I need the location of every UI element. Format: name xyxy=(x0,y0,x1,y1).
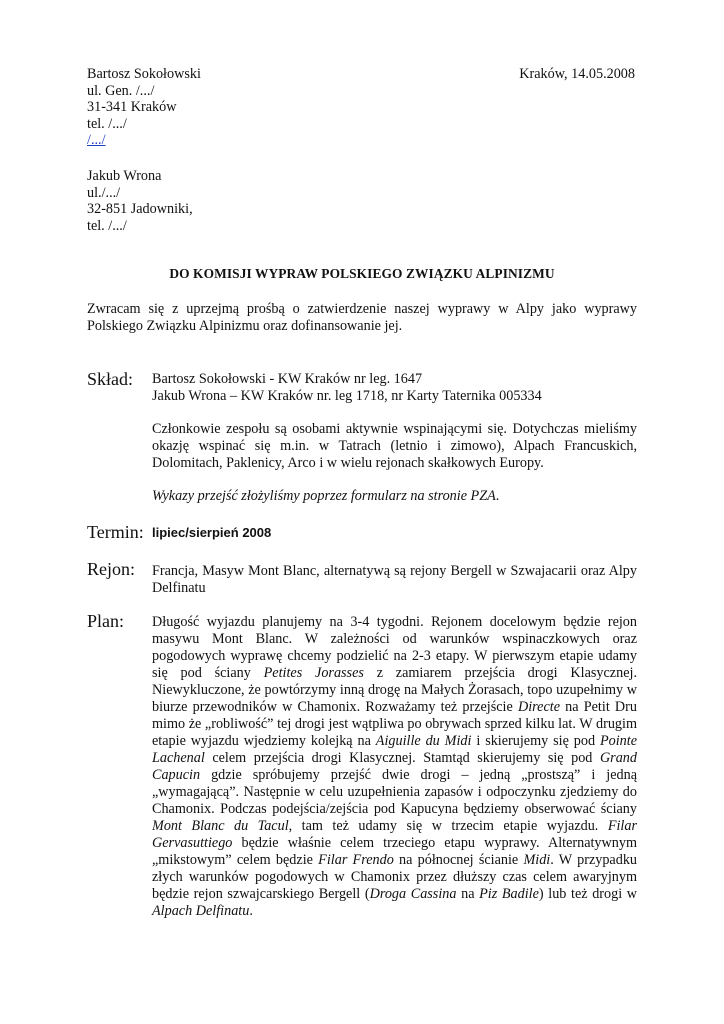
termin-label-text: Termin xyxy=(87,522,139,542)
plan-route-directe: Directe xyxy=(517,699,560,715)
plan-place-alpach-delfinatu: Alpach Delfinatu xyxy=(152,903,250,919)
sender-name: Bartosz Sokołowski xyxy=(87,66,201,82)
plan-text-12: ) lub też drogi w xyxy=(538,886,638,902)
plan-label-text: Plan xyxy=(87,611,120,631)
plan-text-8: będzie właśnie celem trzeciego etapu wyprawy. Alternatywnym „mikstowym” celem będzie xyxy=(152,835,637,868)
sklad-experience: Członkowie zespołu są osobami aktywnie wspinającymi się. Dotychczas mieliśmy okazję wspinać się m.in. w Tatrach (letnio i zimowo), Alpach Francuskich, Dolomitach, Paklenicy, Arco i w wielu rejonach skałkowych Europy. xyxy=(152,421,637,471)
plan-text-10: . W przypadku złych warunków pogodowych w Chamonix przez dłuższy czas celem awaryjnym będzie rejon szwajcarskiego Bergell ( xyxy=(152,852,638,902)
plan-text-13: . xyxy=(249,903,253,919)
plan-route-droga-cassina: Droga Cassina xyxy=(369,886,457,902)
rejon-colon: : xyxy=(130,559,136,579)
cosender-name: Jakub Wrona xyxy=(87,168,162,184)
plan-colon: : xyxy=(119,611,125,631)
plan-text-6: gdzie spróbujemy przejść dwie drogi – jedną „prostszą” i jedną „wymagającą”. Następnie w celu uzupełnienia zapasów i odpoczynku zjedziemy do Chamonix. Podczas podejścia/zejścia pod Kapucyna będziemy obserwować ściany xyxy=(152,767,637,817)
plan-text-11: na xyxy=(456,886,480,902)
document-title: DO KOMISJI WYPRAW POLSKIEGO ZWIĄZKU ALPINIZMU xyxy=(169,266,555,281)
sklad-note-italic: Wykazy przejść złożyliśmy poprzez formularz na stronie PZA xyxy=(152,488,496,504)
plan-place-aiguille-du-midi: Aiguille du Midi xyxy=(375,733,472,749)
plan-paragraph xyxy=(152,614,637,920)
sender-email-link[interactable]: /.../ xyxy=(87,132,106,149)
rejon-label xyxy=(87,559,135,579)
cosender-city: 32-851 Jadowniki, xyxy=(87,201,193,218)
cosender-street: ul./.../ xyxy=(87,184,121,201)
plan-text-5: celem przejścia drogi Klasycznej. Stamtąd skierujemy się pod xyxy=(204,750,600,766)
plan-text-2: z zamiarem przejścia drogi Klasycznej. Niewykluczone, że powtórzymy inną drogę na Małych Żorasach, topo uzupełnimy w biurze przewodników w Chamonix. Rozważamy też przejście xyxy=(152,665,637,715)
plan-route-filar-gervasuttiego: Filar Gervasuttiego xyxy=(152,818,637,851)
sklad-members xyxy=(152,371,637,405)
sender-city: 31-341 Kraków xyxy=(87,99,177,116)
sender-phone: tel. /.../ xyxy=(87,115,127,132)
termin-label xyxy=(87,522,144,542)
plan-place-mont-blanc-du-tacul: Mont Blanc du Tacul xyxy=(152,818,289,834)
sklad-note xyxy=(152,488,637,505)
intro-paragraph: Zwracam się z uprzejmą prośbą o zatwierdzenie naszej wyprawy w Alpy jako wyprawy Polskiego Związku Alpinizmu oraz dofinansowanie jej. xyxy=(87,301,637,334)
cosender-block xyxy=(87,168,193,234)
sender-block xyxy=(87,66,201,149)
sklad-label xyxy=(87,369,133,389)
date-line: Kraków, 14.05.2008 xyxy=(519,66,635,82)
plan-route-filar-frendo: Filar Frendo xyxy=(318,852,394,868)
rejon-value: Francja, Masyw Mont Blanc, alternatywą są rejony Bergell w Szwajacarii oraz Alpy Delfinatu xyxy=(152,563,637,596)
plan-place-piz-badile: Piz Badile xyxy=(479,886,539,902)
termin-value: lipiec/sierpień 2008 xyxy=(152,525,272,540)
member-2: Jakub Wrona – KW Kraków nr. leg 1718, nr Karty Taternika 005334 xyxy=(152,388,542,404)
plan-place-pointe-lachenal: Pointe Lachenal xyxy=(152,733,637,766)
plan-label xyxy=(87,611,124,631)
termin-colon: : xyxy=(138,522,144,542)
cosender-phone: tel. /.../ xyxy=(87,217,127,234)
plan-place-petites-jorasses: Petites Jorasses xyxy=(263,665,364,681)
rejon-label-text: Rejon xyxy=(87,559,130,579)
plan-place-grand-capucin: Grand Capucin xyxy=(152,750,637,783)
plan-text-1: Długość wyjazdu planujemy na 3-4 tygodni. Rejonem docelowym będzie rejon masywu Mont Blanc. W zależności od warunków wspinaczkowych oraz pogodowych wyprawę chcemy podzielić na 2-3 etapy. W pierwszym etapie udamy się pod ściany xyxy=(152,614,637,681)
sklad-label-text: Skład xyxy=(87,369,129,389)
plan-text-7: , tam też udamy się w trzecim etapie wyjazdu. xyxy=(288,818,608,834)
plan-place-midi: Midi xyxy=(523,852,551,868)
plan-text-9: na północnej ścianie xyxy=(393,852,524,868)
sklad-colon: : xyxy=(128,369,134,389)
plan-text-3: na Petit Dru mimo że „robliwość” tej drogi jest wątpliwa po obrywach sprzed kilku lat. W drugim etapie wyjazdu wjedziemy kolejką na xyxy=(152,699,637,749)
sender-street: ul. Gen. /.../ xyxy=(87,82,155,99)
plan-text-4: i skierujemy się pod xyxy=(471,733,600,749)
member-1: Bartosz Sokołowski - KW Kraków nr leg. 1647 xyxy=(152,371,423,387)
sklad-note-end: . xyxy=(495,488,500,504)
